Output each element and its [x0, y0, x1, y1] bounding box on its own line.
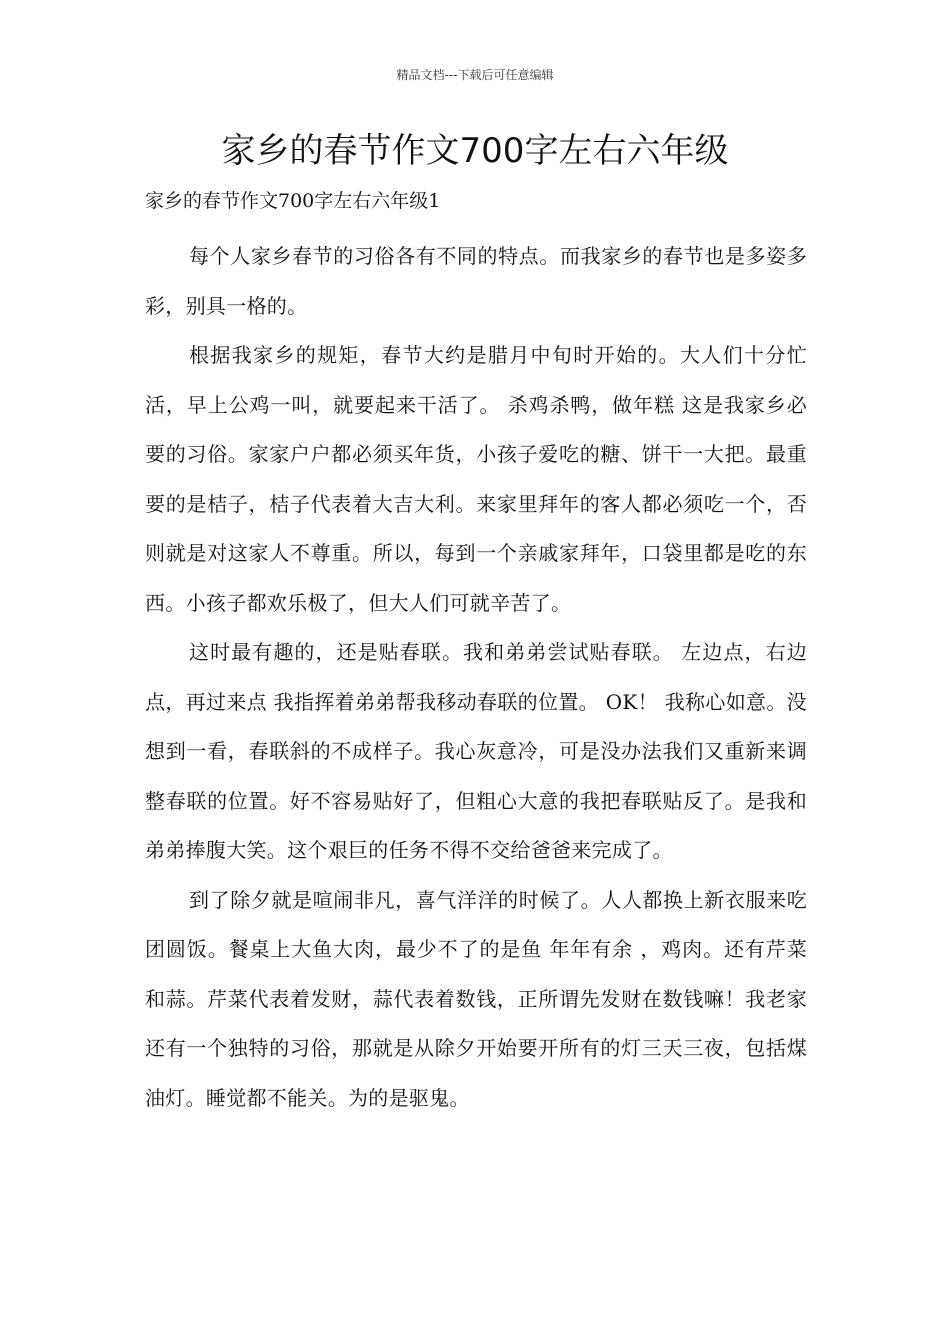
- paragraph-4: 到了除夕就是喧闹非凡，喜气洋洋的时候了。人人都换上新衣服来吃团圆饭。餐桌上大鱼大肉，最少不了的是鱼 年年有余 ，鸡肉。还有芹菜和蒜。芹菜代表着发财，蒜代表着数钱，正所谓先发财在数钱嘛！我老家还有一个独特的习俗，那就是从除夕开始要开所有的灯三天三夜，包括煤油灯。睡觉都不能关。为的是驱鬼。: [145, 887, 807, 1110]
- paragraph-2: 根据我家乡的规矩，春节大约是腊月中旬时开始的。大人们十分忙活，早上公鸡一叫，就要起来干活了。 杀鸡杀鸭，做年糕 这是我家乡必要的习俗。家家户户都必须买年货，小孩子爱吃的糖、饼干一大把。最重要的是桔子，桔子代表着大吉大利。来家里拜年的客人都必须吃一个，否则就是对这家人不尊重。所以，每到一个亲戚家拜年，口袋里都是吃的东西。小孩子都欢乐极了，但大人们可就辛苦了。: [145, 343, 807, 615]
- document-title: 家乡的春节作文700字左右六年级: [221, 131, 729, 171]
- paragraph-3: 这时最有趣的，还是贴春联。我和弟弟尝试贴春联。 左边点，右边点，再过来点 我指挥着弟弟帮我移动春联的位置。 OK！ 我称心如意。没想到一看，春联斜的不成样子。我心灰意冷，可是没办法我们又重新来调整春联的位置。好不容易贴好了，但粗心大意的我把春联贴反了。是我和弟弟捧腹大笑。这个艰巨的任务不得不交给爸爸来完成了。: [145, 640, 807, 862]
- document-body: [145, 232, 807, 1123]
- paragraph-1: 每个人家乡春节的习俗各有不同的特点。而我家乡的春节也是多姿多彩，别具一格的。: [145, 244, 807, 318]
- header-note: 精品文档---下载后可任意编辑: [396, 68, 554, 82]
- document-subtitle: 家乡的春节作文700字左右六年级1: [145, 190, 441, 212]
